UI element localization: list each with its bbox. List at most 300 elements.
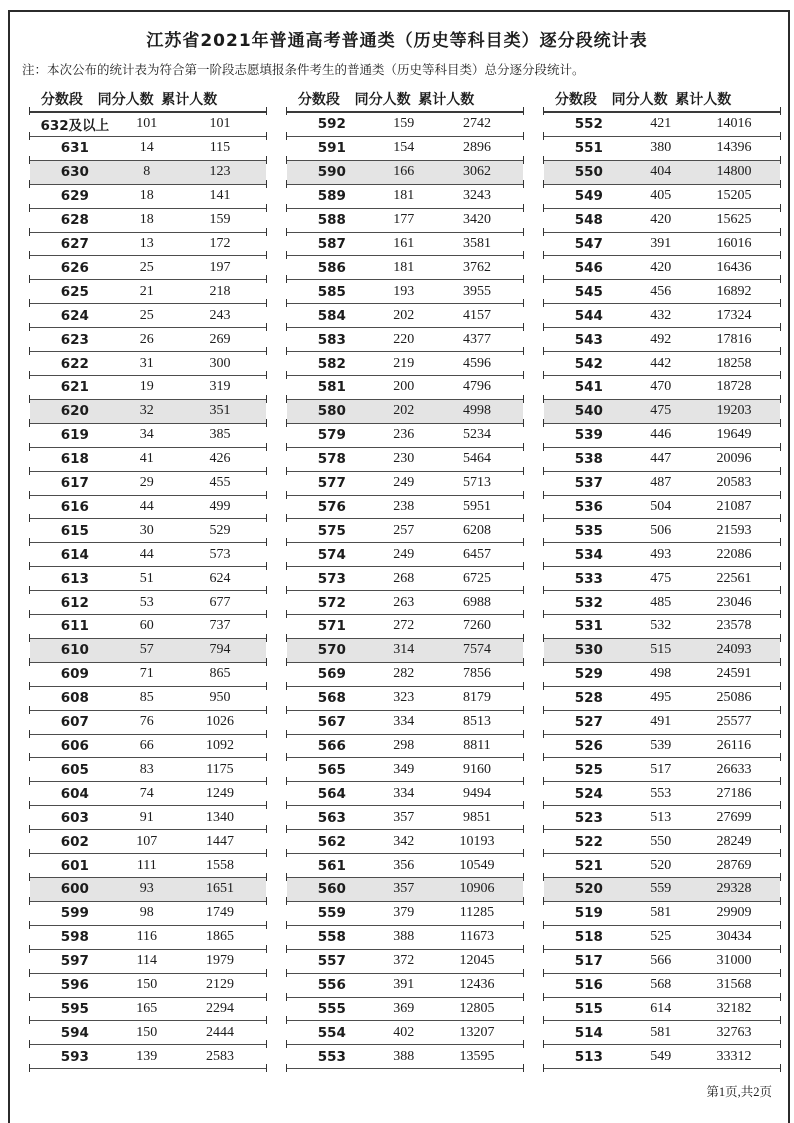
cumulative-count: 28249	[716, 833, 752, 849]
table-row	[30, 567, 266, 591]
table-row	[30, 1045, 266, 1069]
cumulative-count: 12436	[459, 977, 495, 993]
table-row	[30, 543, 266, 567]
score-range: 612	[60, 594, 89, 611]
same-score-count: 150	[136, 1024, 158, 1040]
score-range: 521	[574, 857, 603, 874]
cumulative-count: 27186	[716, 785, 752, 801]
same-score-count: 391	[393, 977, 415, 993]
cumulative-count: 25086	[716, 690, 752, 706]
cumulative-count: 22561	[716, 570, 752, 586]
table-row	[544, 1021, 780, 1045]
same-score-count: 495	[650, 690, 672, 706]
score-range: 538	[574, 451, 603, 468]
cumulative-count: 677	[209, 594, 231, 610]
same-score-count: 391	[650, 235, 672, 251]
same-score-count: 154	[393, 140, 415, 156]
table-row	[287, 256, 523, 280]
cumulative-count: 6988	[462, 594, 491, 610]
score-range: 518	[574, 929, 603, 946]
same-score-count: 372	[393, 953, 415, 969]
same-score-count: 470	[650, 379, 672, 395]
same-score-count: 139	[136, 1048, 158, 1064]
same-score-count: 30	[139, 522, 154, 538]
score-range: 529	[574, 666, 603, 683]
same-score-count: 539	[650, 738, 672, 754]
same-score-count: 31	[139, 355, 154, 371]
table-row	[30, 854, 266, 878]
same-score-count: 159	[393, 116, 415, 132]
score-range: 526	[574, 738, 603, 755]
score-range: 597	[60, 953, 89, 970]
table-row	[287, 1045, 523, 1069]
table-row	[544, 735, 780, 759]
cumulative-count: 3762	[462, 259, 491, 275]
score-range: 584	[317, 307, 346, 324]
score-range: 517	[574, 953, 603, 970]
table-row	[544, 639, 780, 663]
score-range: 580	[317, 403, 346, 420]
same-score-count: 13	[139, 235, 154, 251]
same-score-count: 485	[650, 594, 672, 610]
score-range: 595	[60, 1000, 89, 1017]
score-range: 619	[60, 427, 89, 444]
table-row	[544, 687, 780, 711]
cumulative-count: 5951	[462, 498, 491, 514]
cumulative-count: 30434	[716, 929, 752, 945]
score-range: 589	[317, 188, 346, 205]
table-row	[544, 233, 780, 257]
table-row	[30, 591, 266, 615]
table-row	[287, 209, 523, 233]
table-row	[30, 113, 266, 137]
table-row	[544, 854, 780, 878]
table-row	[544, 758, 780, 782]
same-score-count: 568	[650, 977, 672, 993]
table-row	[287, 424, 523, 448]
same-score-count: 513	[650, 809, 672, 825]
cumulative-count: 4377	[462, 331, 491, 347]
cumulative-count: 3955	[462, 283, 491, 299]
score-range: 602	[60, 833, 89, 850]
table-body	[544, 113, 780, 1069]
cumulative-count: 4998	[462, 403, 491, 419]
cumulative-count: 10193	[459, 833, 495, 849]
table-row	[30, 687, 266, 711]
same-score-count: 53	[139, 594, 154, 610]
same-score-count: 177	[393, 212, 415, 228]
table-row	[287, 185, 523, 209]
cumulative-count: 12045	[459, 953, 495, 969]
score-range: 603	[60, 809, 89, 826]
score-range: 523	[574, 809, 603, 826]
note-text: 注：本次公布的统计表为符合第一阶段志愿填报条件考生的普通类（历史等科目类）总分逐分段统计。	[22, 62, 585, 77]
table-row	[544, 591, 780, 615]
score-range: 605	[60, 761, 89, 778]
same-score-count: 44	[139, 498, 154, 514]
cumulative-count: 141	[209, 188, 231, 204]
score-range: 628	[60, 212, 89, 229]
cumulative-count: 529	[209, 522, 231, 538]
table-body	[30, 113, 266, 1069]
cumulative-count: 455	[209, 475, 231, 491]
table-row	[30, 950, 266, 974]
score-range: 629	[60, 188, 89, 205]
same-score-count: 202	[393, 403, 415, 419]
score-range: 607	[60, 714, 89, 731]
score-range: 567	[317, 714, 346, 731]
cumulative-count: 6208	[462, 522, 491, 538]
cumulative-count: 2294	[205, 1000, 234, 1016]
table-row	[544, 782, 780, 806]
same-score-count: 493	[650, 546, 672, 562]
table-row	[544, 424, 780, 448]
score-range: 535	[574, 522, 603, 539]
score-range: 530	[574, 642, 603, 659]
header-same-score-count: 同分人数	[97, 92, 154, 108]
score-range: 574	[317, 546, 346, 563]
table-row	[287, 591, 523, 615]
same-score-count: 25	[139, 259, 154, 275]
cumulative-count: 269	[209, 331, 231, 347]
table-header	[30, 87, 266, 113]
table-row	[544, 376, 780, 400]
score-range: 625	[60, 283, 89, 300]
cumulative-count: 23046	[716, 594, 752, 610]
table-row	[287, 280, 523, 304]
score-range: 539	[574, 427, 603, 444]
table-header	[287, 87, 523, 113]
table-row	[287, 998, 523, 1022]
cumulative-count: 16892	[716, 283, 752, 299]
table-row	[287, 758, 523, 782]
header-same-score-count: 同分人数	[611, 92, 668, 108]
same-score-count: 388	[393, 1048, 415, 1064]
same-score-count: 85	[139, 690, 154, 706]
table-row	[287, 472, 523, 496]
cumulative-count: 10549	[459, 857, 495, 873]
same-score-count: 566	[650, 953, 672, 969]
score-range: 515	[574, 1000, 603, 1017]
table-row	[287, 687, 523, 711]
cumulative-count: 4596	[462, 355, 491, 371]
score-range: 559	[317, 905, 346, 922]
score-range: 552	[574, 116, 603, 133]
table-row	[287, 137, 523, 161]
cumulative-count: 385	[209, 427, 231, 443]
score-range: 614	[60, 546, 89, 563]
score-range: 608	[60, 690, 89, 707]
cumulative-count: 4796	[462, 379, 491, 395]
same-score-count: 420	[650, 259, 672, 275]
cumulative-count: 14016	[716, 116, 752, 132]
score-range: 533	[574, 570, 603, 587]
cumulative-count: 4157	[462, 307, 491, 323]
cumulative-count: 5713	[462, 475, 491, 491]
same-score-count: 581	[650, 1024, 672, 1040]
same-score-count: 614	[650, 1000, 672, 1016]
cumulative-count: 2896	[462, 140, 491, 156]
same-score-count: 193	[393, 283, 415, 299]
cumulative-count: 1092	[205, 738, 234, 754]
same-score-count: 116	[136, 929, 158, 945]
score-range: 528	[574, 690, 603, 707]
score-range: 593	[60, 1048, 89, 1065]
same-score-count: 487	[650, 475, 672, 491]
same-score-count: 57	[139, 642, 154, 658]
table-row	[287, 1021, 523, 1045]
table-row	[30, 400, 266, 424]
score-range: 587	[317, 235, 346, 252]
score-table-3	[544, 87, 780, 1069]
cumulative-count: 15625	[716, 212, 752, 228]
table-row	[544, 185, 780, 209]
table-row	[544, 304, 780, 328]
cumulative-count: 115	[209, 140, 231, 156]
table-row	[30, 209, 266, 233]
table-row	[287, 735, 523, 759]
cumulative-count: 2583	[205, 1048, 234, 1064]
cumulative-count: 33312	[716, 1048, 752, 1064]
same-score-count: 402	[393, 1024, 415, 1040]
score-range: 519	[574, 905, 603, 922]
cumulative-count: 7260	[462, 618, 491, 634]
same-score-count: 298	[393, 738, 415, 754]
score-range: 527	[574, 714, 603, 731]
score-range: 573	[317, 570, 346, 587]
score-range: 542	[574, 355, 603, 372]
table-row	[30, 878, 266, 902]
same-score-count: 200	[393, 379, 415, 395]
cumulative-count: 1749	[205, 905, 234, 921]
score-range: 516	[574, 977, 603, 994]
table-row	[30, 496, 266, 520]
header-cumulative-count: 累计人数	[161, 92, 218, 108]
table-row	[30, 663, 266, 687]
cumulative-count: 794	[209, 642, 231, 658]
same-score-count: 334	[393, 714, 415, 730]
same-score-count: 491	[650, 714, 672, 730]
same-score-count: 249	[393, 475, 415, 491]
cumulative-count: 3581	[462, 235, 491, 251]
cumulative-count: 7856	[462, 666, 491, 682]
cumulative-count: 16016	[716, 235, 752, 251]
table-row	[544, 256, 780, 280]
score-range: 598	[60, 929, 89, 946]
same-score-count: 282	[393, 666, 415, 682]
table-row	[544, 974, 780, 998]
same-score-count: 263	[393, 594, 415, 610]
score-range: 531	[574, 618, 603, 635]
table-row	[544, 567, 780, 591]
same-score-count: 404	[650, 164, 672, 180]
cumulative-count: 737	[209, 618, 231, 634]
cumulative-count: 11673	[459, 929, 495, 945]
cumulative-count: 319	[209, 379, 231, 395]
header-cumulative-count: 累计人数	[418, 92, 475, 108]
cumulative-count: 20583	[716, 475, 752, 491]
score-range: 622	[60, 355, 89, 372]
same-score-count: 18	[139, 212, 154, 228]
score-tables	[30, 87, 780, 1069]
cumulative-count: 6725	[462, 570, 491, 586]
cumulative-count: 218	[209, 283, 231, 299]
table-row	[544, 926, 780, 950]
score-range: 548	[574, 212, 603, 229]
cumulative-count: 9160	[462, 761, 491, 777]
score-range: 551	[574, 140, 603, 157]
table-row	[30, 376, 266, 400]
table-row	[30, 233, 266, 257]
same-score-count: 357	[393, 881, 415, 897]
table-row	[544, 280, 780, 304]
score-range: 558	[317, 929, 346, 946]
table-row	[30, 782, 266, 806]
same-score-count: 18	[139, 188, 154, 204]
same-score-count: 447	[650, 451, 672, 467]
same-score-count: 520	[650, 857, 672, 873]
score-range: 557	[317, 953, 346, 970]
cumulative-count: 13207	[459, 1024, 495, 1040]
table-row	[544, 1045, 780, 1069]
table-row	[544, 161, 780, 185]
cumulative-count: 19649	[716, 427, 752, 443]
table-row	[287, 233, 523, 257]
table-row	[30, 830, 266, 854]
table-row	[287, 950, 523, 974]
table-row	[544, 902, 780, 926]
cumulative-count: 123	[209, 164, 231, 180]
table-row	[544, 950, 780, 974]
table-row	[544, 519, 780, 543]
score-range: 624	[60, 307, 89, 324]
same-score-count: 74	[139, 785, 154, 801]
cumulative-count: 8179	[462, 690, 491, 706]
table-row	[544, 615, 780, 639]
same-score-count: 19	[139, 379, 154, 395]
same-score-count: 504	[650, 498, 672, 514]
cumulative-count: 12805	[459, 1000, 495, 1016]
table-row	[287, 782, 523, 806]
same-score-count: 44	[139, 546, 154, 562]
score-range: 579	[317, 427, 346, 444]
same-score-count: 25	[139, 307, 154, 323]
table-row	[544, 806, 780, 830]
same-score-count: 369	[393, 1000, 415, 1016]
score-range: 536	[574, 498, 603, 515]
table-row	[287, 711, 523, 735]
table-row	[287, 974, 523, 998]
score-range: 544	[574, 307, 603, 324]
score-range: 541	[574, 379, 603, 396]
table-row	[30, 448, 266, 472]
cumulative-count: 9851	[462, 809, 491, 825]
same-score-count: 475	[650, 403, 672, 419]
score-range: 560	[317, 881, 346, 898]
same-score-count: 456	[650, 283, 672, 299]
cumulative-count: 3243	[462, 188, 491, 204]
page-title: 江苏省2021年普通高考普通类（历史等科目类）逐分段统计表	[146, 31, 648, 51]
cumulative-count: 16436	[716, 259, 752, 275]
same-score-count: 29	[139, 475, 154, 491]
table-row	[544, 472, 780, 496]
same-score-count: 181	[393, 259, 415, 275]
cumulative-count: 5464	[462, 451, 491, 467]
score-range: 550	[574, 164, 603, 181]
score-range: 577	[317, 475, 346, 492]
table-row	[30, 185, 266, 209]
score-range: 616	[60, 498, 89, 515]
table-row	[287, 519, 523, 543]
same-score-count: 161	[393, 235, 415, 251]
cumulative-count: 101	[209, 116, 231, 132]
cumulative-count: 3062	[462, 164, 491, 180]
table-row	[287, 543, 523, 567]
score-range: 543	[574, 331, 603, 348]
score-range: 583	[317, 331, 346, 348]
score-range: 537	[574, 475, 603, 492]
score-range: 594	[60, 1024, 89, 1041]
same-score-count: 268	[393, 570, 415, 586]
cumulative-count: 29328	[716, 881, 752, 897]
score-range: 524	[574, 785, 603, 802]
cumulative-count: 1651	[205, 881, 234, 897]
table-row	[30, 280, 266, 304]
score-range: 606	[60, 738, 89, 755]
same-score-count: 498	[650, 666, 672, 682]
same-score-count: 83	[139, 761, 154, 777]
table-row	[287, 926, 523, 950]
score-range: 571	[317, 618, 346, 635]
same-score-count: 388	[393, 929, 415, 945]
cumulative-count: 26633	[716, 761, 752, 777]
cumulative-count: 17816	[716, 331, 752, 347]
score-range: 613	[60, 570, 89, 587]
cumulative-count: 573	[209, 546, 231, 562]
table-row	[287, 639, 523, 663]
cumulative-count: 9494	[462, 785, 491, 801]
header-cumulative-count: 累计人数	[675, 92, 732, 108]
cumulative-count: 24093	[716, 642, 752, 658]
score-table-1	[30, 87, 266, 1069]
table-row	[30, 926, 266, 950]
cumulative-count: 10906	[459, 881, 495, 897]
header-score-range: 分数段	[40, 92, 83, 108]
score-range: 599	[60, 905, 89, 922]
same-score-count: 60	[139, 618, 154, 634]
cumulative-count: 14800	[716, 164, 752, 180]
table-row	[287, 352, 523, 376]
score-range: 532	[574, 594, 603, 611]
cumulative-count: 20096	[716, 451, 752, 467]
same-score-count: 323	[393, 690, 415, 706]
table-row	[544, 328, 780, 352]
cumulative-count: 865	[209, 666, 231, 682]
cumulative-count: 27699	[716, 809, 752, 825]
table-row	[30, 472, 266, 496]
cumulative-count: 1026	[205, 714, 234, 730]
cumulative-count: 21593	[716, 522, 752, 538]
cumulative-count: 26116	[716, 738, 752, 754]
cumulative-count: 499	[209, 498, 231, 514]
table-row	[287, 615, 523, 639]
same-score-count: 559	[650, 881, 672, 897]
table-row	[287, 161, 523, 185]
cumulative-count: 23578	[716, 618, 752, 634]
cumulative-count: 25577	[716, 714, 752, 730]
score-range: 549	[574, 188, 603, 205]
score-range: 627	[60, 235, 89, 252]
